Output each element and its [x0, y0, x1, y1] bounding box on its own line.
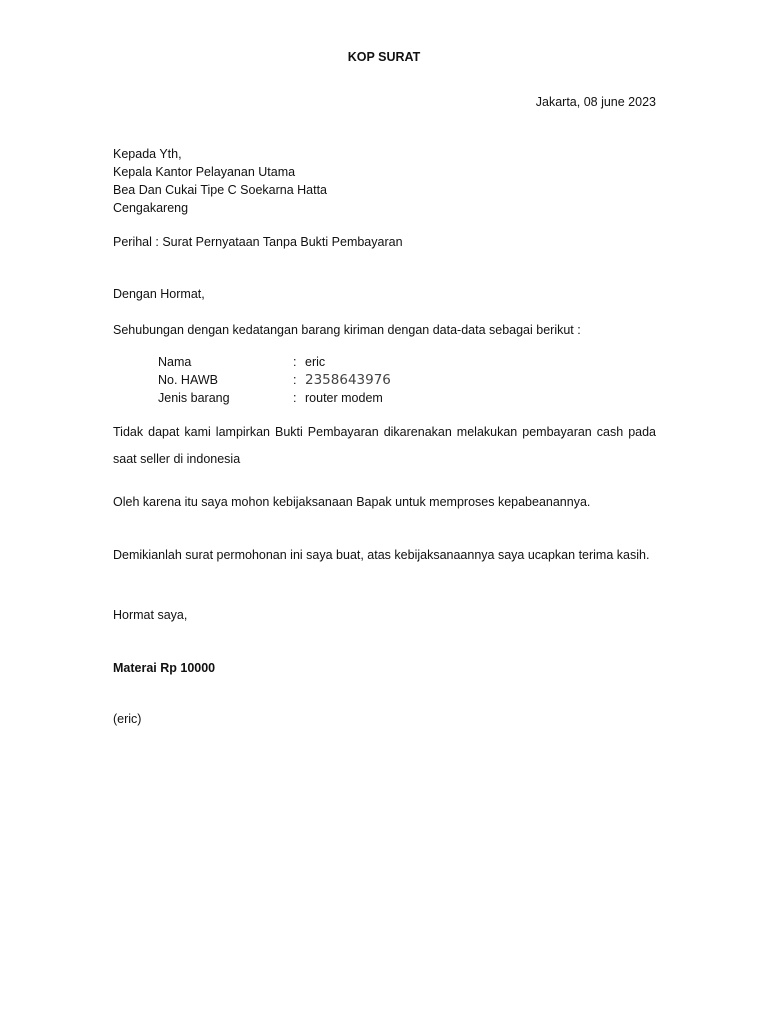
paragraph-closing-thanks: Demikianlah surat permohonan ini saya buat, atas kebijaksanaannya saya ucapkan terima kasih. [113, 548, 650, 562]
recipient-line: Kepala Kantor Pelayanan Utama [113, 165, 296, 179]
detail-label: No. HAWB [158, 373, 218, 387]
detail-value: router modem [305, 391, 383, 405]
paragraph-request: Oleh karena itu saya mohon kebijaksanaan Bapak untuk memproses kepabeanannya. [113, 495, 591, 509]
detail-label: Nama [158, 355, 192, 369]
shipment-details [158, 353, 391, 407]
recipient-line: Kepada Yth, [113, 147, 182, 161]
recipient-line: Cengakareng [113, 201, 189, 215]
detail-row-jenis-barang [158, 389, 391, 407]
intro-paragraph: Sehubungan dengan kedatangan barang kiriman dengan data-data sebagai berikut : [113, 323, 581, 337]
detail-value: eric [305, 355, 326, 369]
detail-label: Jenis barang [158, 391, 230, 405]
detail-row-nama [158, 353, 391, 371]
paragraph-no-proof-continued: saat seller di indonesia [113, 452, 241, 466]
detail-value-hawb: 2358643976 [305, 372, 391, 388]
subject-line: Perihal : Surat Pernyataan Tanpa Bukti Pembayaran [113, 235, 403, 249]
greeting: Dengan Hormat, [113, 287, 205, 301]
signer-name: (eric) [113, 712, 142, 726]
recipient-block [113, 145, 327, 217]
detail-separator: : [293, 355, 297, 369]
recipient-line: Bea Dan Cukai Tipe C Soekarna Hatta [113, 183, 328, 197]
stamp-duty-note: Materai Rp 10000 [113, 661, 216, 675]
closing-salutation: Hormat saya, [113, 608, 188, 622]
detail-separator: : [293, 391, 297, 405]
paragraph-no-proof: Tidak dapat kami lampirkan Bukti Pembayaran dikarenakan melakukan pembayaran cash pada [113, 425, 656, 439]
letterhead-title: KOP SURAT [347, 50, 421, 64]
detail-separator: : [293, 373, 297, 387]
detail-row-hawb [158, 371, 391, 389]
letter-date: Jakarta, 08 june 2023 [535, 95, 656, 109]
